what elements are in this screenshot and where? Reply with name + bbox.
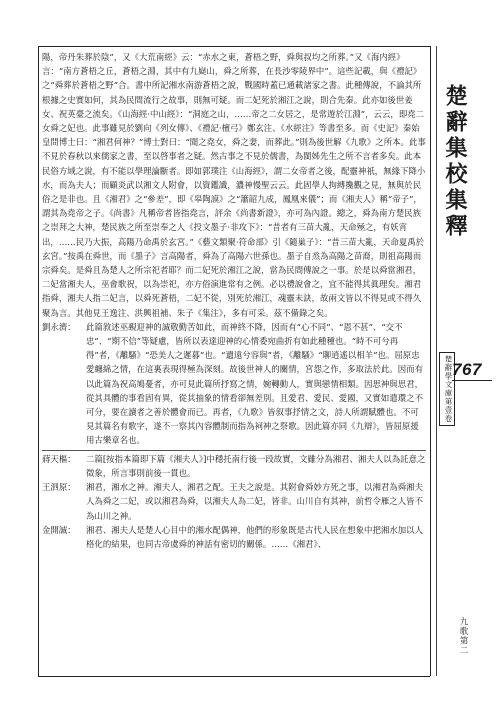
page-number-rule <box>452 380 492 381</box>
frame-top-rule <box>38 46 430 47</box>
entry-author-label: 蔣天樞： <box>42 453 76 464</box>
entry-text: 此篇敘述巫覡迎神的誠敬勤苦如此，而神終不降，因而有“心不同”、“恩不甚”、“交不忠”、“期不信”等疑慮，皆所以表達迎神的心情委宛曲折有如此種種也。“時不可兮再得”者，《離騷》“恐美人之遲暮”也。“遺遠兮容與”者，《離騷》“聊逍遙以相羊”也。屈原忠愛纏綿之情，在這裏表現得極為深刻。故後世神人的關情，宮怨之作，多取法於此。因而有以此篇為祝高鳩憂者，亦可見此篇所抒寫之情，婉轉動人，實與戀情相類。因思神與思君，從其具體的事看固有異，從其抽象的情看卻無差別。且愛君、愛民、愛國，又實如遣環之不可分，要在讀者之善於體會而已。再者，《九歌》皆叙事抒情之文，詩人所謂賦體也。不可見其篇名有歌字，遂不一察其內容體制而指為祠神之祭歌。因此篇亦同《九辯》，皆屈原援用古樂章名也。 <box>86 321 423 446</box>
frame-bottom-rule <box>38 676 430 677</box>
commentary-entry-wang <box>42 480 426 523</box>
body-text-column <box>42 50 426 551</box>
book-title: 楚辭集校集釋 <box>442 84 468 240</box>
commentary-paragraph: 陽，帝丹朱葬於陰”，又《大荒南經》云：“赤水之東，蒼梧之野，舜與叔均之所葬。”又《海内經》言：“南方蒼梧之丘，蒼梧之淵，其中有九嶷山，舜之所葬，在長沙零陵界中”。這些記載，與《禮記》之“舜葬於蒼梧之野”合。書中所記湘水南游蒼梧之說，戰國時蓋已通載諸家之書。此種傳說，不論其所根據之史實如何，其為民間流行之故事，則無可疑。而二妃死於湘江之說，則合先秦。此亦如後世姜女、祝英臺之流矣。《山海經·中山經》：“洞庭之山，……帝之二女居之，是常遊於江淵”，云云，即堯二女舜之妃也。此事雖見於劉向《列女傳》、《禮記·檀弓》鄭玄注、《水經注》等書至多。而《史記》秦始皇問博士曰：“湘君何神？”博士對曰：“聞之堯女，舜之妻，而葬此。”則為後世解《九歌》之所本。此事不見於春秋以來儒家之書，至以啓事者之疑。然古事之不見於儒書，為閩姊先生之所不言者多矣。此本民俗方域之說，有不能以學理論斷者。即如郭璞注《山海經》，謂二女帝者之後，配靈神祇，無緣下降小水，而為夫人；而顧炎武以湘文人附會，以資鑑識，濃神慢聖云云。此固學人拘縛攙觀之見，無與於民俗之是非也。且《湘君》之“參差”，即《皋陶謨》之“簫韶九成，鳳凰來儀”；而《湘夫人》稱“帝子”，謂其為堯帝之子。《尚書》凡稱帝者皆指堯言，評余《尚書新證》，亦可為內證。總之，舜為南方楚民族之崇拜之大神，楚民族之所至崇奉之人《投文墨子·非攻下》：“昔者有三苗大亂，天命殛之，有妖宵出，……民乃大振，高陽乃命禹於玄宮。”《藝文類聚·符命部》引《隨巢子》：“昔三苗大亂，天命夏禹於玄宮。”按禹在舜世，而《墨子》言高陽者，舜為了高陽六世孫也。墨子自烝為高陽之苗裔，則祖高陽而宗舜矣。是舜且為楚人之所宗祀者耶？而二妃死於湘江之說，當為民間傳說之一事。於是以舜當湘君，二妃當湘夫人，巫會歌祝，以為崇祀，亦方俗演進常有之例。必以禮說會之，宜不能得其眞理矣。湘君指舜，湘夫人指二妃言，以舜死蒼梧，二妃不從，別死於湘江，魂靈未訣，故兩文皆以不得見或不得久聚為言。其他見王逸注、洪興祖補、朱子《集注》，多有可采。茲不備錄之矣。 <box>42 52 426 318</box>
frame-right-rule <box>430 46 431 676</box>
page-number: 767 <box>452 360 482 379</box>
entry-author-label: 王泗原： <box>42 482 76 493</box>
entry-text: 湘君、湘夫人是楚人心目中的湘水配偶神，他們的形象既是古代人民在想象中把湘水加以人格化的結果，也同古帝虞舜的神話有密切的關係。……《湘君》、 <box>86 524 423 549</box>
commentary-entry-jin <box>42 523 426 551</box>
frame-left-rule <box>38 46 39 676</box>
commentary-entry-liu <box>42 320 426 448</box>
chapter-label: 九歌第二 <box>458 617 468 655</box>
entry-author-label: 金開誠： <box>42 524 76 535</box>
entry-text: 湘君，湘水之神。湘夫人，湘君之配。王夫之說是。其附會舜妙方死之事，以湘君為舜湘夫人為舜之二妃，或以湘君為舜，以湘夫人為二妃，皆非。山川自有其神，前哲令雁之人皆不為山川之神。 <box>86 482 423 521</box>
commentary-entry-jiang <box>42 450 426 480</box>
entry-text: 二篇[按指本篇即下篇《湘夫人》]中穩托南行後一段故實，文雖分為湘君、湘夫人以為託意之徵象，所言事則前後一貫也。 <box>86 453 426 478</box>
frame-inner-right-rule <box>436 46 437 676</box>
entry-author-label: 劉永濟： <box>42 321 76 332</box>
series-label: 楚辭學文庫第壹卷 <box>439 352 455 426</box>
